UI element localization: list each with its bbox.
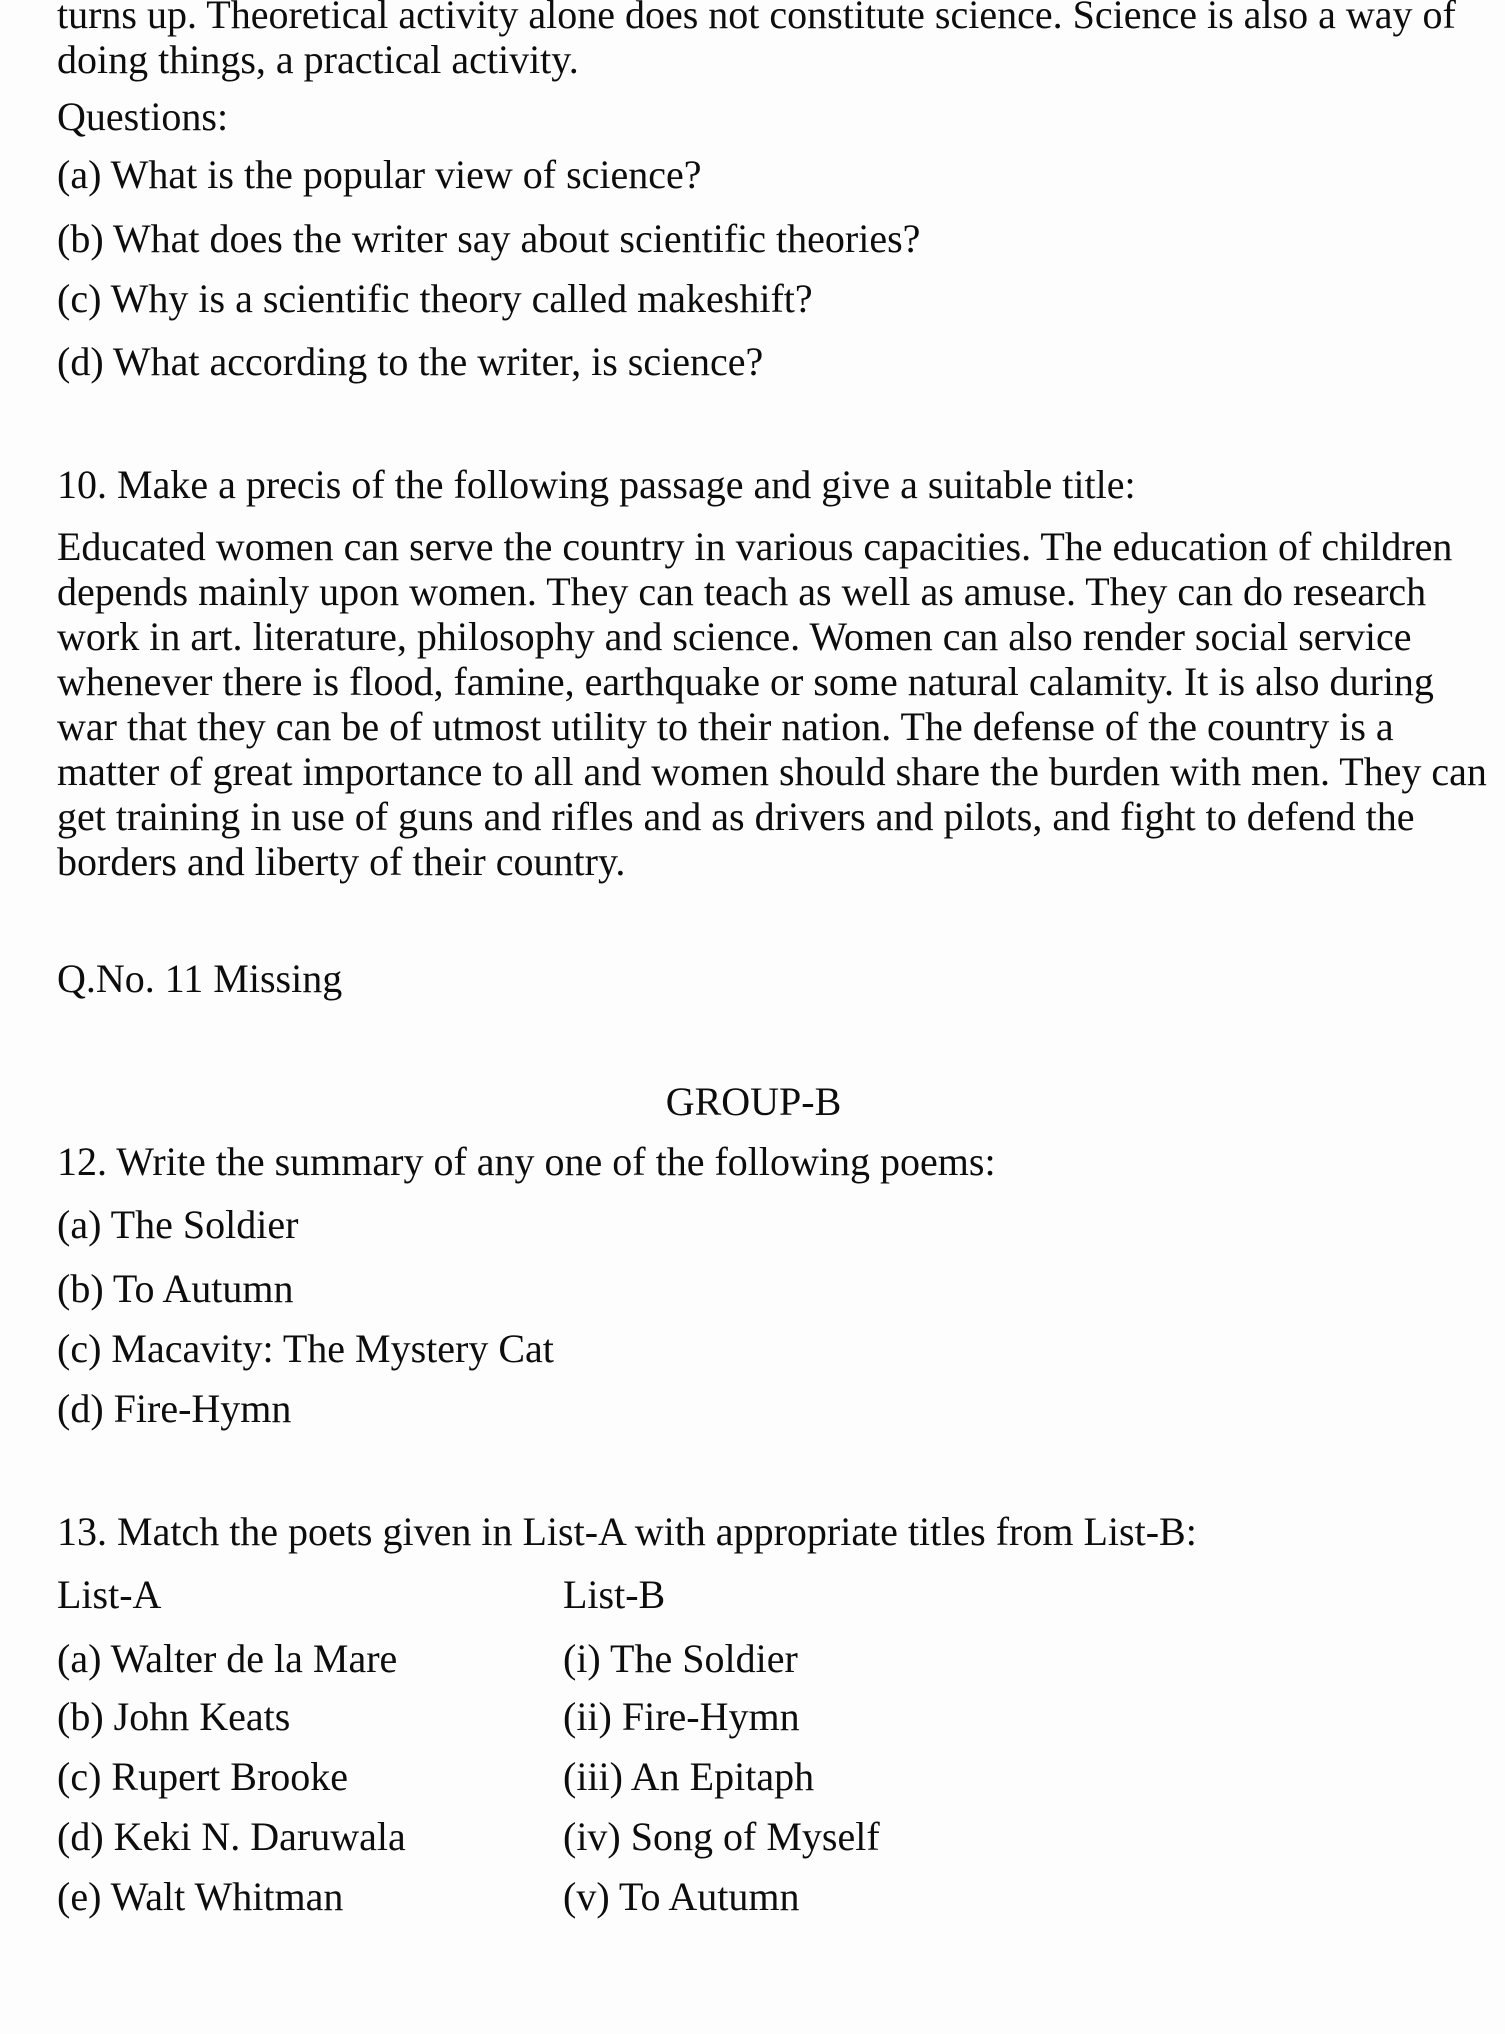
- passage-line: depends mainly upon women. They can teach as well as amuse. They can do research: [57, 569, 1427, 614]
- passage-line: whenever there is flood, famine, earthquake or some natural calamity. It is also during: [57, 659, 1434, 704]
- question-12-option-b: (b) To Autumn: [57, 1266, 294, 1311]
- passage-line: war that they can be of utmost utility to their nation. The defense of the country is a: [57, 704, 1394, 749]
- match-row: [57, 1636, 1450, 1681]
- match-row: [57, 1814, 1450, 1859]
- list-a-header: List-A: [57, 1572, 162, 1617]
- list-b-item: (iii) An Epitaph: [563, 1754, 815, 1799]
- intro-line: turns up. Theoretical activity alone does not constitute science. Science is also a way of: [57, 0, 1456, 37]
- match-row: [57, 1874, 1450, 1919]
- question-item-b: (b) What does the writer say about scientific theories?: [57, 216, 921, 261]
- intro-paragraph: [57, 0, 1456, 82]
- question-11-missing-note: Q.No. 11 Missing: [57, 956, 343, 1001]
- list-b-item: (v) To Autumn: [563, 1874, 800, 1919]
- passage-line: work in art. literature, philosophy and science. Women can also render social service: [57, 614, 1412, 659]
- match-list-headers: [57, 1572, 1450, 1617]
- question-12-prompt: 12. Write the summary of any one of the following poems:: [57, 1139, 996, 1184]
- list-a-item: (b) John Keats: [57, 1694, 291, 1739]
- list-b-header: List-B: [563, 1572, 666, 1617]
- list-a-item: (c) Rupert Brooke: [57, 1754, 349, 1799]
- question-12-option-d: (d) Fire-Hymn: [57, 1386, 292, 1431]
- precis-passage: [57, 524, 1487, 884]
- question-item-d: (d) What according to the writer, is science?: [57, 339, 764, 384]
- question-12-option-a: (a) The Soldier: [57, 1202, 299, 1247]
- question-item-c: (c) Why is a scientific theory called makeshift?: [57, 276, 813, 321]
- passage-line: borders and liberty of their country.: [57, 839, 626, 884]
- question-item-a: (a) What is the popular view of science?: [57, 152, 702, 197]
- list-b-item: (ii) Fire-Hymn: [563, 1694, 800, 1739]
- question-12-option-c: (c) Macavity: The Mystery Cat: [57, 1326, 554, 1371]
- passage-line: Educated women can serve the country in various capacities. The education of children: [57, 524, 1453, 569]
- list-a-item: (d) Keki N. Daruwala: [57, 1814, 406, 1859]
- list-a-item: (a) Walter de la Mare: [57, 1636, 398, 1681]
- group-b-heading: GROUP-B: [665, 1079, 842, 1124]
- passage-line: get training in use of guns and rifles and as drivers and pilots, and fight to defend the: [57, 794, 1415, 839]
- match-row: [57, 1754, 1450, 1799]
- question-13-prompt: 13. Match the poets given in List-A with appropriate titles from List-B:: [57, 1509, 1197, 1554]
- intro-line: doing things, a practical activity.: [57, 37, 579, 82]
- questions-heading: Questions:: [57, 94, 229, 139]
- match-row: [57, 1694, 1450, 1739]
- list-b-item: (i) The Soldier: [563, 1636, 798, 1681]
- list-a-item: (e) Walt Whitman: [57, 1874, 344, 1919]
- list-b-item: (iv) Song of Myself: [563, 1814, 880, 1859]
- question-10-prompt: 10. Make a precis of the following passage and give a suitable title:: [57, 462, 1136, 507]
- passage-line: matter of great importance to all and women should share the burden with men. They can: [57, 749, 1487, 794]
